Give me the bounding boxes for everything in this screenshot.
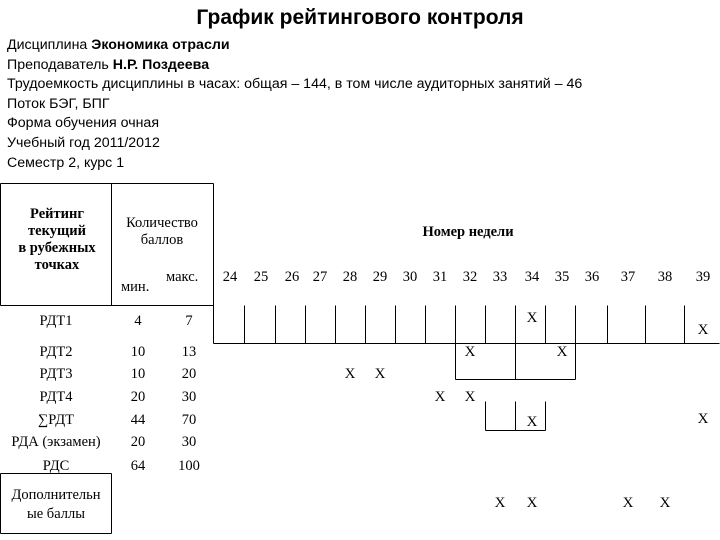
week-number: 39 [695,269,711,285]
control-mark: X [526,310,538,326]
course-info [7,36,582,173]
page-title: График рейтингового контроля [196,6,524,29]
workload-line: Трудоемкость дисциплины в часах: общая – 144, в том числе аудиторных занятий – 46 [7,76,583,93]
row-min-points: 44 [130,412,146,428]
teacher-value: Н.Р. Поздеева [112,56,210,73]
row-max-points: 70 [181,412,197,428]
form-line: Форма обучения очная [7,115,159,132]
row-min-points: 20 [130,389,146,405]
row-max-points: 7 [185,313,193,329]
row-min-points: 4 [134,313,142,329]
week-number: 27 [312,269,328,285]
row-max-points: 20 [181,366,197,382]
week-number: 36 [584,269,600,285]
week-number: 26 [284,269,300,285]
max-header: макс. [166,269,199,285]
week-number: 25 [253,269,269,285]
rating-header: Рейтинг текущий в рубежных точках [18,206,96,273]
row-min-points: 10 [130,344,146,360]
week-number: 38 [657,269,673,285]
control-mark: X [526,414,538,430]
weeks-header: Номер недели [422,224,514,240]
teacher-line: Преподаватель Н.Р. Поздеева [7,56,210,73]
control-mark: X [464,389,476,405]
row-max-points: 30 [181,434,197,450]
row-max-points: 100 [178,458,200,474]
control-mark: X [526,495,538,511]
stream-line: Поток БЭГ, БПГ [7,95,110,112]
row-label: РДС [42,458,70,474]
week-number: 24 [222,269,238,285]
control-mark: X [494,495,506,511]
week-number: 31 [432,269,448,285]
row-label: ∑РДТ [37,412,75,428]
control-mark: X [697,322,709,338]
week-number: 32 [462,269,478,285]
row-label: РДА (экзамен) [11,434,101,450]
min-header: мин. [121,279,150,295]
control-mark: X [697,411,709,427]
control-mark: X [374,366,386,382]
row-min-points: 64 [130,458,146,474]
control-mark: X [464,344,476,360]
control-mark: X [344,366,356,382]
points-header: Количество баллов [126,215,198,248]
row-max-points: 30 [181,389,197,405]
week-number: 37 [620,269,636,285]
row-max-points: 13 [181,344,197,360]
semester-line: Семестр 2, курс 1 [7,154,125,171]
control-mark: X [659,495,671,511]
row-label: РДТ3 [39,366,73,382]
year-line: Учебный год 2011/2012 [7,134,160,151]
rating-table [0,183,720,540]
row-label: РДТ2 [39,344,73,360]
row-label: РДТ4 [39,389,73,405]
row-min-points: 20 [130,434,146,450]
week-number: 29 [372,269,388,285]
control-mark: X [622,495,634,511]
week-number: 34 [524,269,540,285]
week-number: 28 [342,269,358,285]
discipline-line: Дисциплина Экономика отрасли [7,37,230,53]
discipline-value: Экономика отрасли [91,37,230,53]
week-number: 30 [402,269,418,285]
control-mark: X [556,344,568,360]
row-label: Дополнительн ые баллы [11,487,101,522]
control-mark: X [434,389,446,405]
row-min-points: 10 [130,366,146,382]
row-label: РДТ1 [39,313,73,329]
week-number: 35 [554,269,570,285]
table-grid [0,183,720,540]
week-number: 33 [492,269,508,285]
